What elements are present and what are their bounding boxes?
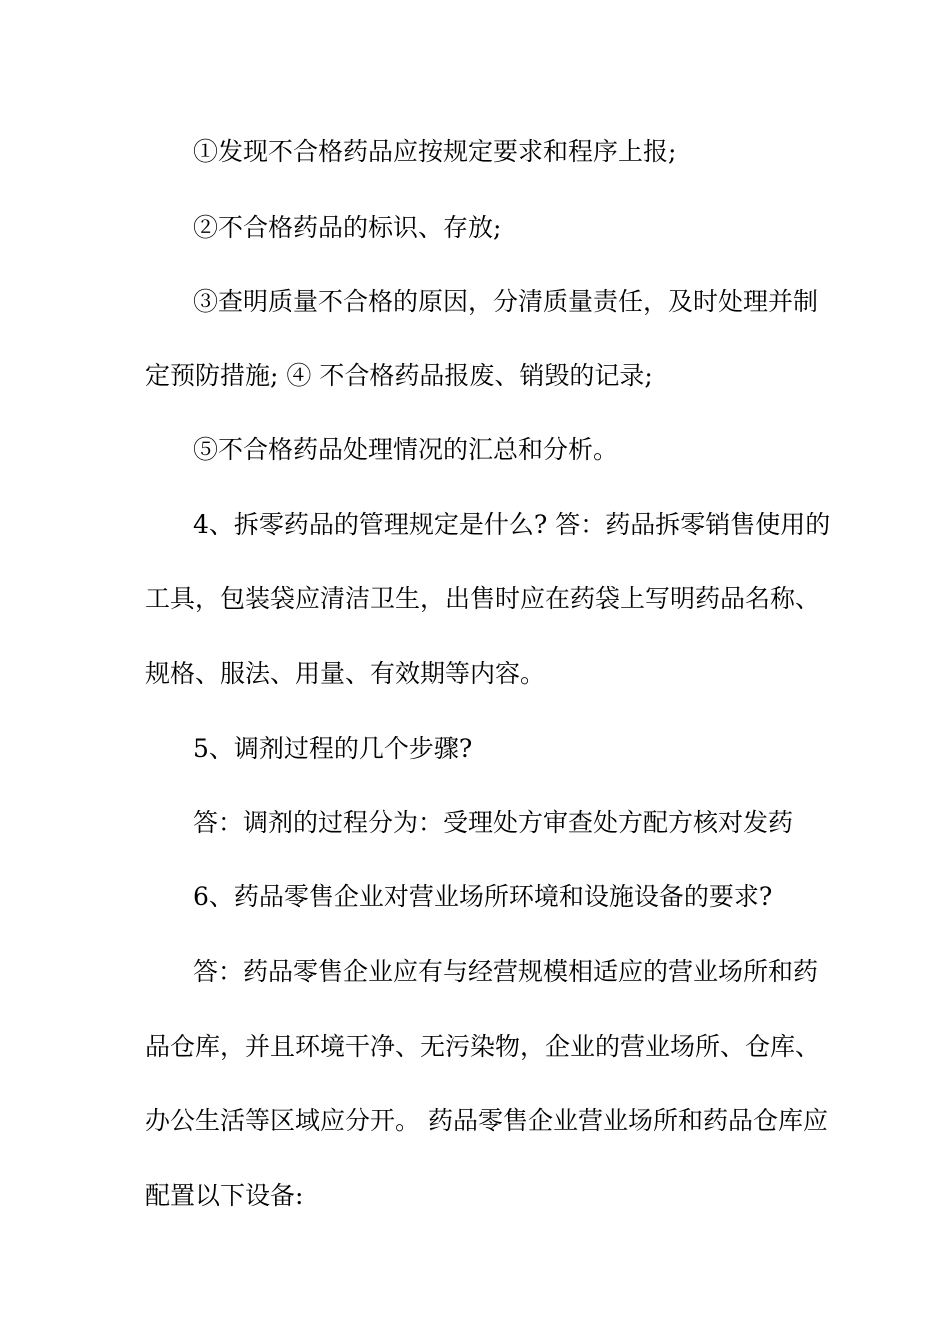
text-line: 答：调剂的过程分为：受理处方审查处方配方核对发药 [193, 808, 794, 837]
text-line: 4、拆零药品的管理规定是什么? 答：药品拆零销售使用的 [193, 510, 831, 539]
text-line: ⑤不合格药品处理情况的汇总和分析。 [193, 435, 619, 464]
text-line: 品仓库，并且环境干净、无污染物，企业的营业场所、仓库、 [145, 1032, 821, 1061]
text-line: 6、药品零售企业对营业场所环境和设施设备的要求? [193, 882, 773, 911]
text-line: 配置以下设备: [145, 1181, 304, 1210]
text-line: ①发现不合格药品应按规定要求和程序上报; [193, 137, 677, 166]
text-line: ②不合格药品的标识、存放; [193, 213, 502, 242]
text-line: 答：药品零售企业应有与经营规模相适应的营业场所和药 [193, 957, 819, 986]
text-line: 定预防措施; ④ 不合格药品报废、销毁的记录; [145, 361, 653, 390]
text-line: 办公生活等区域应分开。 药品零售企业营业场所和药品仓库应 [145, 1106, 828, 1135]
text-line: 工具，包装袋应清洁卫生，出售时应在药袋上写明药品名称、 [145, 584, 821, 613]
text-line: ③查明质量不合格的原因，分清质量责任，及时处理并制 [193, 287, 819, 316]
text-line: 5、调剂过程的几个步骤? [193, 734, 473, 763]
text-line: 规格、服法、用量、有效期等内容。 [145, 659, 546, 688]
